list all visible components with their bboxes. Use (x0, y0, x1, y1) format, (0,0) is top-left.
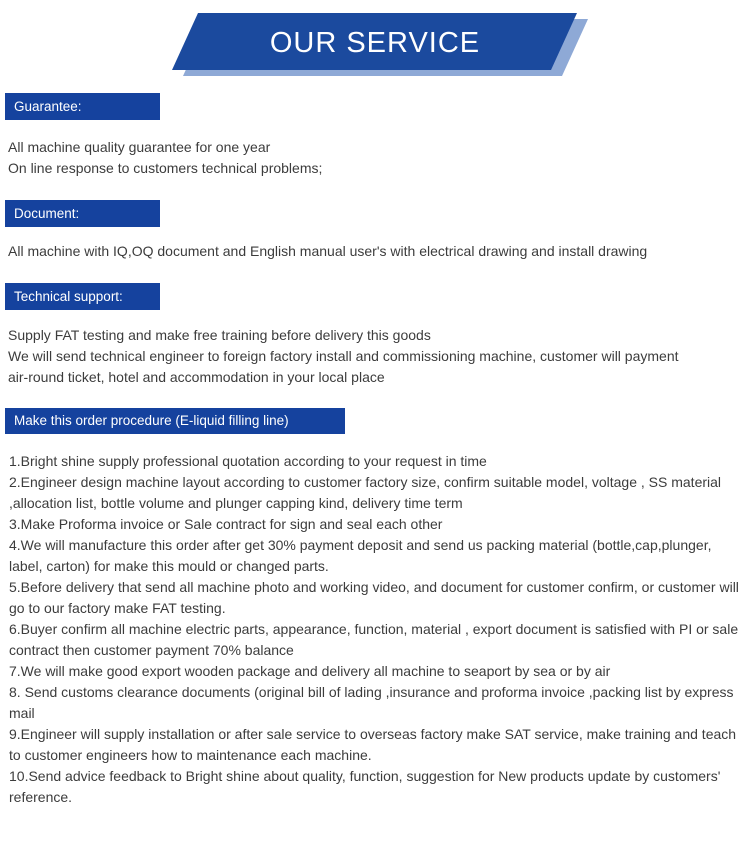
guarantee-text (0, 137, 750, 179)
section-heading-technical-support: Technical support: (5, 283, 160, 310)
technical-support-text (0, 325, 750, 388)
technical-line: air-round ticket, hotel and accommodation in your local place (8, 369, 385, 385)
technical-line: Supply FAT testing and make free training before delivery this goods (8, 327, 431, 343)
guarantee-line: On line response to customers technical problems; (8, 160, 323, 176)
document-text (0, 241, 750, 262)
procedure-step: 5.Before delivery that send all machine photo and working video, and document for customer confirm, or customer will go to our factory make FAT testing. (9, 579, 739, 616)
technical-line: We will send technical engineer to foreign factory install and commissioning machine, customer will payment (8, 348, 679, 364)
document-line: All machine with IQ,OQ document and English manual user's with electrical drawing and install drawing (8, 243, 648, 259)
procedure-step: 1.Bright shine supply professional quotation according to your request in time (9, 453, 487, 469)
procedure-step: 9.Engineer will supply installation or after sale service to overseas factory make SAT service, make training and teach to customer engineers how to maintenance each machine. (9, 726, 737, 763)
banner-title: OUR SERVICE (269, 27, 481, 59)
procedure-step: 2.Engineer design machine layout according to customer factory size, confirm suitable model, voltage , SS material ,allocation list, bottle volume and plunger capping kind, delivery time term (9, 474, 722, 511)
procedure-steps-list (0, 451, 750, 808)
service-banner (0, 0, 750, 86)
guarantee-line: All machine quality guarantee for one year (8, 139, 271, 155)
section-heading-document: Document: (5, 200, 160, 227)
procedure-step: 10.Send advice feedback to Bright shine about quality, function, suggestion for New products update by customers' reference. (9, 768, 721, 805)
procedure-step: 6.Buyer confirm all machine electric parts, appearance, function, material , export document is satisfied with PI or sale contract then customer payment 70% balance (9, 621, 739, 658)
procedure-step: 7.We will make good export wooden package and delivery all machine to seaport by sea or by air (9, 663, 611, 679)
section-heading-order-procedure: Make this order procedure (E-liquid filling line) (5, 408, 345, 434)
procedure-step: 8. Send customs clearance documents (original bill of lading ,insurance and proforma invoice ,packing list by express mail (9, 684, 734, 721)
procedure-step: 3.Make Proforma invoice or Sale contract for sign and seal each other (9, 516, 443, 532)
procedure-step: 4.We will manufacture this order after get 30% payment deposit and send us packing material (bottle,cap,plunger, label, carton) for make this mould or changed parts. (9, 537, 712, 574)
section-heading-guarantee: Guarantee: (5, 93, 160, 120)
banner-graphic (0, 0, 750, 86)
